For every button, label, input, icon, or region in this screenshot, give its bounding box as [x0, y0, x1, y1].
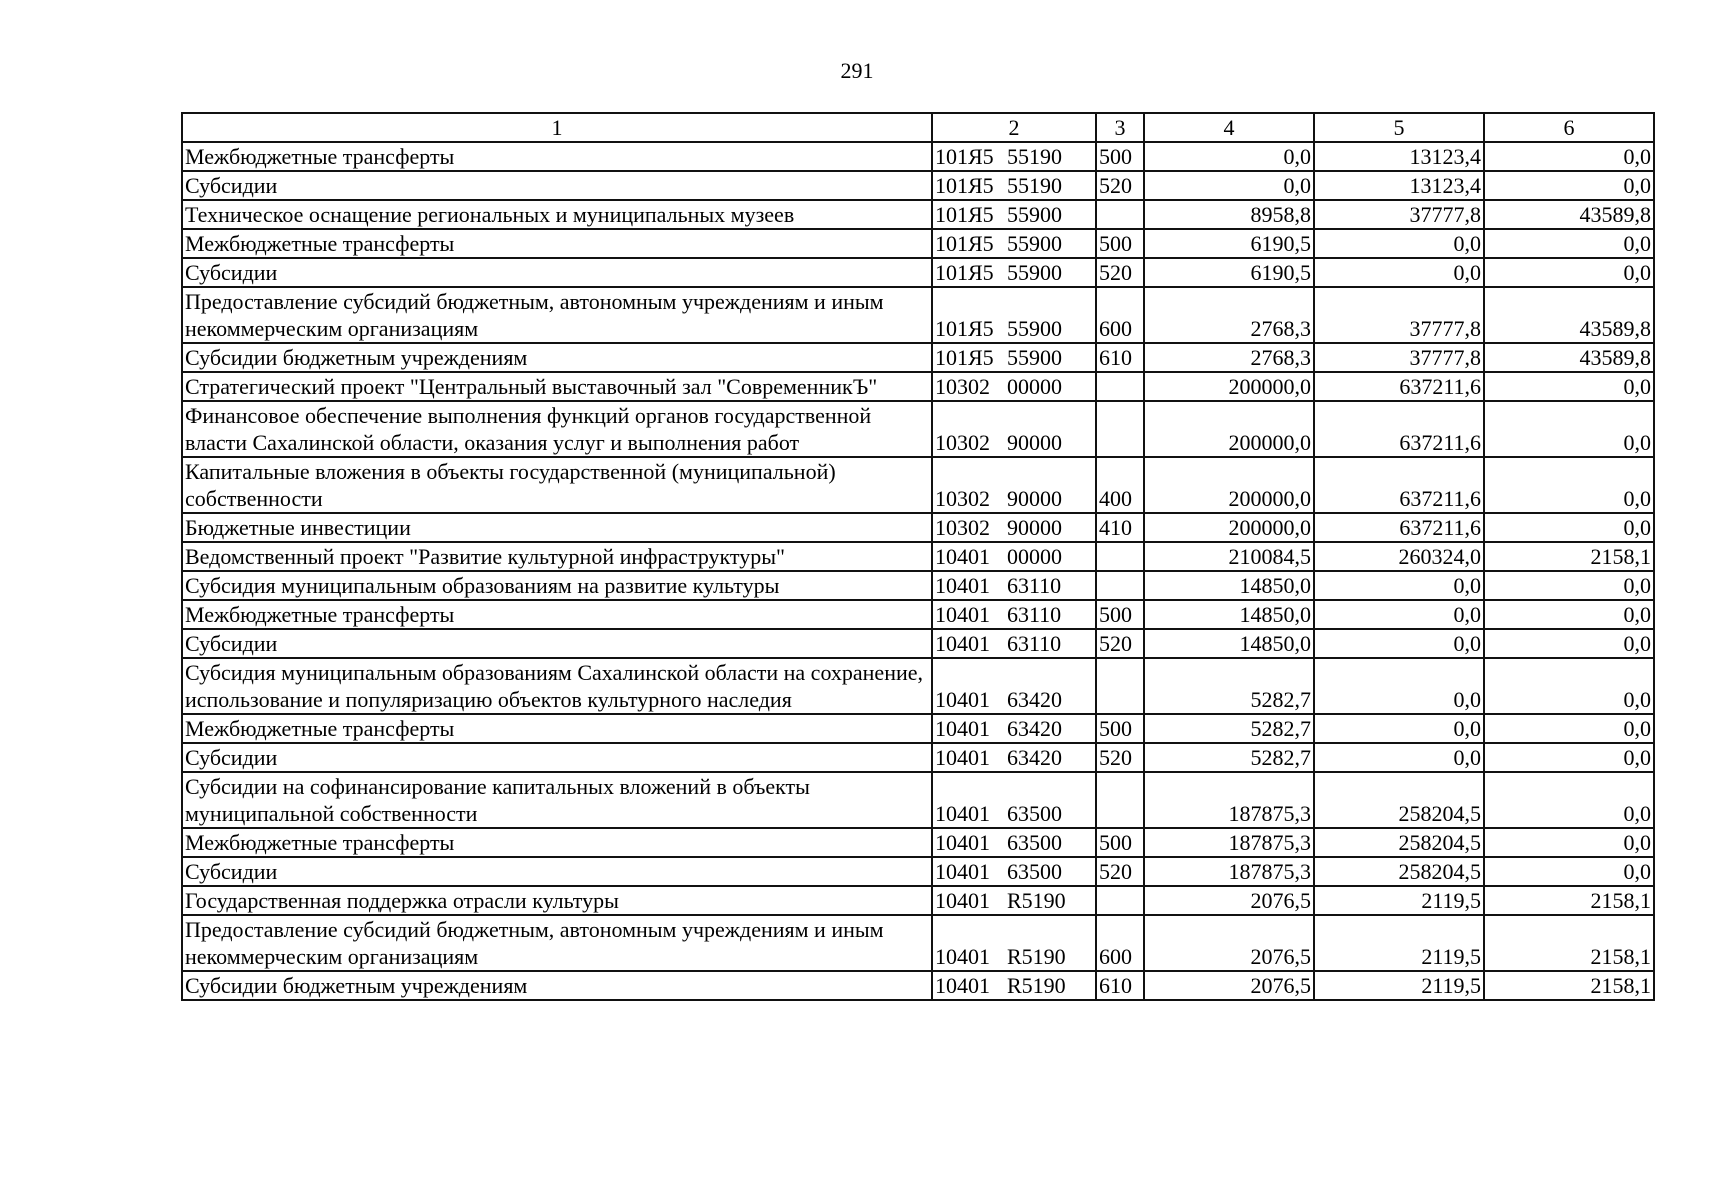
direction-code: 90000 — [1007, 515, 1062, 540]
row-name-cell: Субсидии бюджетным учреждениям — [182, 343, 932, 372]
table-row — [182, 886, 1654, 915]
row-value-col4: 8958,8 — [1144, 200, 1314, 229]
row-value-col4: 187875,3 — [1144, 828, 1314, 857]
row-name-cell: Техническое оснащение региональных и муниципальных музеев — [182, 200, 932, 229]
column-header: 5 — [1314, 113, 1484, 142]
program-code: 10401 — [935, 631, 990, 656]
table-row — [182, 658, 1654, 714]
row-code-cell — [932, 457, 1096, 513]
row-value-col5: 0,0 — [1314, 629, 1484, 658]
direction-code: R5190 — [1007, 973, 1066, 998]
row-value-col6: 43589,8 — [1484, 287, 1654, 343]
direction-code: R5190 — [1007, 888, 1066, 913]
row-value-col5: 637211,6 — [1314, 401, 1484, 457]
row-value-col6: 0,0 — [1484, 600, 1654, 629]
row-value-col4: 2768,3 — [1144, 343, 1314, 372]
row-value-col5: 2119,5 — [1314, 971, 1484, 1000]
row-type-cell: 520 — [1096, 857, 1144, 886]
row-type-cell: 500 — [1096, 714, 1144, 743]
direction-code: 00000 — [1007, 374, 1062, 399]
row-code-cell — [932, 343, 1096, 372]
row-value-col6: 43589,8 — [1484, 200, 1654, 229]
row-value-col5: 637211,6 — [1314, 513, 1484, 542]
row-code-cell — [932, 542, 1096, 571]
row-value-col5: 2119,5 — [1314, 915, 1484, 971]
program-code: 10401 — [935, 830, 990, 855]
row-value-col4: 2076,5 — [1144, 915, 1314, 971]
row-value-col4: 187875,3 — [1144, 857, 1314, 886]
row-value-col6: 2158,1 — [1484, 886, 1654, 915]
row-value-col4: 6190,5 — [1144, 229, 1314, 258]
row-type-cell — [1096, 372, 1144, 401]
column-header: 1 — [182, 113, 932, 142]
row-value-col6: 0,0 — [1484, 828, 1654, 857]
program-code: 101Я5 — [935, 260, 994, 285]
table-row — [182, 287, 1654, 343]
row-value-col5: 0,0 — [1314, 658, 1484, 714]
program-code: 10302 — [935, 486, 990, 511]
row-name-cell: Финансовое обеспечение выполнения функций органов государственной власти Сахалинской области, оказания услуг и выполнения работ — [182, 401, 932, 457]
row-value-col4: 0,0 — [1144, 142, 1314, 171]
row-code-cell — [932, 571, 1096, 600]
row-value-col6: 0,0 — [1484, 401, 1654, 457]
row-value-col5: 37777,8 — [1314, 200, 1484, 229]
row-code-cell — [932, 629, 1096, 658]
row-name-cell: Государственная поддержка отрасли культуры — [182, 886, 932, 915]
row-name-cell: Субсидии — [182, 857, 932, 886]
row-value-col4: 187875,3 — [1144, 772, 1314, 828]
row-type-cell: 410 — [1096, 513, 1144, 542]
row-value-col6: 43589,8 — [1484, 343, 1654, 372]
row-type-cell — [1096, 571, 1144, 600]
row-value-col5: 258204,5 — [1314, 772, 1484, 828]
table-row — [182, 971, 1654, 1000]
table-row — [182, 743, 1654, 772]
row-code-cell — [932, 915, 1096, 971]
row-code-cell — [932, 287, 1096, 343]
page-number: 291 — [840, 58, 874, 83]
row-code-cell — [932, 743, 1096, 772]
row-value-col6: 0,0 — [1484, 772, 1654, 828]
row-name-cell: Бюджетные инвестиции — [182, 513, 932, 542]
row-code-cell — [932, 886, 1096, 915]
row-value-col4: 6190,5 — [1144, 258, 1314, 287]
table-row — [182, 142, 1654, 171]
row-value-col6: 0,0 — [1484, 857, 1654, 886]
row-value-col4: 2076,5 — [1144, 886, 1314, 915]
row-value-col6: 0,0 — [1484, 743, 1654, 772]
program-code: 10302 — [935, 374, 990, 399]
table-row — [182, 372, 1654, 401]
row-type-cell: 520 — [1096, 171, 1144, 200]
row-type-cell: 610 — [1096, 343, 1144, 372]
row-value-col5: 0,0 — [1314, 714, 1484, 743]
row-value-col5: 2119,5 — [1314, 886, 1484, 915]
table-row — [182, 600, 1654, 629]
table-row — [182, 200, 1654, 229]
table-row — [182, 401, 1654, 457]
row-value-col5: 0,0 — [1314, 571, 1484, 600]
row-value-col5: 0,0 — [1314, 600, 1484, 629]
row-value-col5: 0,0 — [1314, 258, 1484, 287]
table-row — [182, 772, 1654, 828]
column-header: 2 — [932, 113, 1096, 142]
direction-code: 63110 — [1007, 602, 1062, 627]
row-name-cell: Субсидии — [182, 629, 932, 658]
row-value-col6: 0,0 — [1484, 714, 1654, 743]
direction-code: R5190 — [1007, 944, 1066, 969]
row-name-cell: Стратегический проект "Центральный выставочный зал "СовременникЪ" — [182, 372, 932, 401]
row-type-cell: 500 — [1096, 229, 1144, 258]
row-value-col4: 5282,7 — [1144, 743, 1314, 772]
program-code: 10401 — [935, 944, 990, 969]
table-row — [182, 513, 1654, 542]
row-value-col6: 0,0 — [1484, 142, 1654, 171]
row-code-cell — [932, 857, 1096, 886]
row-code-cell — [932, 772, 1096, 828]
row-type-cell — [1096, 542, 1144, 571]
row-value-col6: 0,0 — [1484, 658, 1654, 714]
row-value-col6: 0,0 — [1484, 629, 1654, 658]
row-name-cell: Межбюджетные трансферты — [182, 828, 932, 857]
table-row — [182, 171, 1654, 200]
row-value-col4: 200000,0 — [1144, 401, 1314, 457]
program-code: 101Я5 — [935, 345, 994, 370]
row-code-cell — [932, 971, 1096, 1000]
row-code-cell — [932, 229, 1096, 258]
row-value-col6: 0,0 — [1484, 372, 1654, 401]
row-value-col6: 2158,1 — [1484, 971, 1654, 1000]
row-code-cell — [932, 258, 1096, 287]
row-value-col4: 2076,5 — [1144, 971, 1314, 1000]
row-name-cell: Субсидии — [182, 171, 932, 200]
direction-code: 55900 — [1007, 345, 1062, 370]
direction-code: 00000 — [1007, 544, 1062, 569]
row-type-cell: 400 — [1096, 457, 1144, 513]
row-value-col6: 0,0 — [1484, 513, 1654, 542]
row-name-cell: Субсидии — [182, 258, 932, 287]
program-code: 10302 — [935, 430, 990, 455]
direction-code: 63420 — [1007, 687, 1062, 712]
program-code: 10401 — [935, 801, 990, 826]
direction-code: 63500 — [1007, 801, 1062, 826]
row-value-col6: 2158,1 — [1484, 542, 1654, 571]
direction-code: 63110 — [1007, 573, 1062, 598]
direction-code: 55190 — [1007, 144, 1062, 169]
program-code: 101Я5 — [935, 316, 994, 341]
row-code-cell — [932, 372, 1096, 401]
program-code: 10401 — [935, 859, 990, 884]
row-value-col5: 637211,6 — [1314, 372, 1484, 401]
program-code: 10401 — [935, 602, 990, 627]
table-row — [182, 542, 1654, 571]
direction-code: 55900 — [1007, 231, 1062, 256]
row-value-col6: 0,0 — [1484, 571, 1654, 600]
row-name-cell: Межбюджетные трансферты — [182, 600, 932, 629]
row-value-col5: 0,0 — [1314, 743, 1484, 772]
row-code-cell — [932, 200, 1096, 229]
table-body — [182, 142, 1654, 1000]
program-code: 10401 — [935, 888, 990, 913]
direction-code: 55190 — [1007, 173, 1062, 198]
program-code: 101Я5 — [935, 173, 994, 198]
row-value-col6: 2158,1 — [1484, 915, 1654, 971]
budget-table — [181, 112, 1655, 1001]
row-value-col4: 200000,0 — [1144, 372, 1314, 401]
row-value-col5: 260324,0 — [1314, 542, 1484, 571]
program-code: 10401 — [935, 544, 990, 569]
row-value-col4: 0,0 — [1144, 171, 1314, 200]
direction-code: 55900 — [1007, 260, 1062, 285]
row-type-cell — [1096, 658, 1144, 714]
row-name-cell: Межбюджетные трансферты — [182, 142, 932, 171]
row-value-col5: 13123,4 — [1314, 171, 1484, 200]
table-row — [182, 457, 1654, 513]
row-value-col6: 0,0 — [1484, 171, 1654, 200]
column-header: 3 — [1096, 113, 1144, 142]
row-name-cell: Предоставление субсидий бюджетным, автономным учреждениям и иным некоммерческим организациям — [182, 287, 932, 343]
program-code: 10401 — [935, 687, 990, 712]
row-value-col6: 0,0 — [1484, 457, 1654, 513]
table-row — [182, 343, 1654, 372]
direction-code: 55900 — [1007, 202, 1062, 227]
row-value-col4: 2768,3 — [1144, 287, 1314, 343]
program-code: 10401 — [935, 573, 990, 598]
row-type-cell: 500 — [1096, 828, 1144, 857]
row-name-cell: Капитальные вложения в объекты государственной (муниципальной) собственности — [182, 457, 932, 513]
row-name-cell: Ведомственный проект "Развитие культурной инфраструктуры" — [182, 542, 932, 571]
program-code: 10401 — [935, 716, 990, 741]
row-name-cell: Субсидия муниципальным образованиям Сахалинской области на сохранение, использование и популяризацию объектов культурного наследия — [182, 658, 932, 714]
row-value-col5: 37777,8 — [1314, 287, 1484, 343]
row-value-col4: 5282,7 — [1144, 714, 1314, 743]
row-value-col4: 210084,5 — [1144, 542, 1314, 571]
table-row — [182, 629, 1654, 658]
row-name-cell: Субсидии бюджетным учреждениям — [182, 971, 932, 1000]
row-type-cell: 500 — [1096, 142, 1144, 171]
table-row — [182, 571, 1654, 600]
row-value-col4: 14850,0 — [1144, 571, 1314, 600]
row-value-col4: 14850,0 — [1144, 600, 1314, 629]
row-value-col4: 14850,0 — [1144, 629, 1314, 658]
row-name-cell: Субсидии — [182, 743, 932, 772]
table-row — [182, 229, 1654, 258]
row-code-cell — [932, 828, 1096, 857]
direction-code: 55900 — [1007, 316, 1062, 341]
row-value-col4: 200000,0 — [1144, 513, 1314, 542]
table-row — [182, 714, 1654, 743]
row-type-cell: 600 — [1096, 915, 1144, 971]
row-type-cell: 520 — [1096, 629, 1144, 658]
row-value-col6: 0,0 — [1484, 229, 1654, 258]
row-name-cell: Межбюджетные трансферты — [182, 714, 932, 743]
program-code: 10401 — [935, 745, 990, 770]
program-code: 10302 — [935, 515, 990, 540]
direction-code: 63500 — [1007, 830, 1062, 855]
program-code: 10401 — [935, 973, 990, 998]
row-type-cell — [1096, 886, 1144, 915]
row-type-cell — [1096, 401, 1144, 457]
table-row — [182, 258, 1654, 287]
row-value-col5: 258204,5 — [1314, 828, 1484, 857]
direction-code: 90000 — [1007, 486, 1062, 511]
row-name-cell: Субсидии на софинансирование капитальных вложений в объекты муниципальной собственности — [182, 772, 932, 828]
row-code-cell — [932, 600, 1096, 629]
row-type-cell: 520 — [1096, 258, 1144, 287]
direction-code: 63500 — [1007, 859, 1062, 884]
table-row — [182, 915, 1654, 971]
row-type-cell — [1096, 200, 1144, 229]
row-type-cell: 610 — [1096, 971, 1144, 1000]
row-type-cell: 600 — [1096, 287, 1144, 343]
row-code-cell — [932, 714, 1096, 743]
row-value-col4: 5282,7 — [1144, 658, 1314, 714]
row-value-col5: 637211,6 — [1314, 457, 1484, 513]
row-code-cell — [932, 401, 1096, 457]
table-row — [182, 828, 1654, 857]
program-code: 101Я5 — [935, 144, 994, 169]
row-code-cell — [932, 142, 1096, 171]
row-value-col6: 0,0 — [1484, 258, 1654, 287]
row-value-col4: 200000,0 — [1144, 457, 1314, 513]
column-header: 4 — [1144, 113, 1314, 142]
row-name-cell: Межбюджетные трансферты — [182, 229, 932, 258]
table-header-row — [182, 113, 1654, 142]
program-code: 101Я5 — [935, 202, 994, 227]
row-type-cell: 520 — [1096, 743, 1144, 772]
row-code-cell — [932, 171, 1096, 200]
row-value-col5: 37777,8 — [1314, 343, 1484, 372]
row-value-col5: 0,0 — [1314, 229, 1484, 258]
row-name-cell: Субсидия муниципальным образованиям на развитие культуры — [182, 571, 932, 600]
direction-code: 63420 — [1007, 716, 1062, 741]
row-type-cell — [1096, 772, 1144, 828]
row-code-cell — [932, 658, 1096, 714]
row-name-cell: Предоставление субсидий бюджетным, автономным учреждениям и иным некоммерческим организациям — [182, 915, 932, 971]
row-code-cell — [932, 513, 1096, 542]
row-value-col5: 13123,4 — [1314, 142, 1484, 171]
table-row — [182, 857, 1654, 886]
row-type-cell: 500 — [1096, 600, 1144, 629]
direction-code: 90000 — [1007, 430, 1062, 455]
row-value-col5: 258204,5 — [1314, 857, 1484, 886]
direction-code: 63420 — [1007, 745, 1062, 770]
column-header: 6 — [1484, 113, 1654, 142]
program-code: 101Я5 — [935, 231, 994, 256]
direction-code: 63110 — [1007, 631, 1062, 656]
